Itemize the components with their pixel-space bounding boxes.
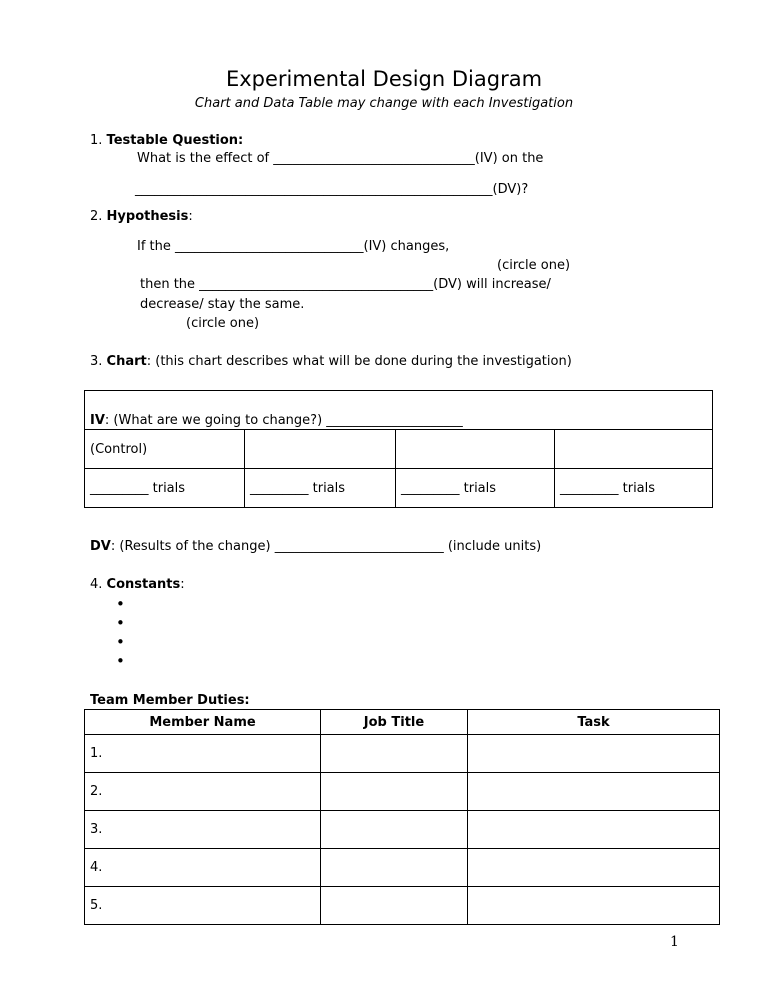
- question-2-heading: [90, 209, 193, 224]
- iv-cell: [85, 391, 713, 430]
- member-row-number: 1.: [85, 735, 321, 773]
- question-4-colon: :: [180, 577, 185, 592]
- question-3-heading: [90, 354, 572, 369]
- task-cell: [468, 773, 720, 811]
- question-3-text: : (this chart describes what will be done during the investigation): [146, 354, 572, 369]
- question-2-colon: :: [188, 209, 193, 224]
- task-cell: [468, 735, 720, 773]
- job-title-cell: [321, 849, 468, 887]
- iv-text: : (What are we going to change?) _____________________: [104, 413, 463, 428]
- member-row-number: 4.: [85, 849, 321, 887]
- hypothesis-line-3: decrease/ stay the same.: [140, 297, 305, 312]
- trials-cell: _________ trials: [555, 469, 713, 508]
- dv-line: [90, 539, 541, 554]
- iv-chart-table: [84, 390, 713, 508]
- task-cell: [468, 811, 720, 849]
- job-title-cell: [321, 811, 468, 849]
- column-header-task: Task: [468, 710, 720, 735]
- member-row-number: 5.: [85, 887, 321, 925]
- table-row: [85, 391, 713, 430]
- column-header-job-title: Job Title: [321, 710, 468, 735]
- question-4-label: Constants: [106, 577, 181, 592]
- hypothesis-line-1: If the _____________________________(IV) changes,: [137, 239, 450, 254]
- table-row: [85, 849, 720, 887]
- job-title-cell: [321, 887, 468, 925]
- question-3-label: Chart: [106, 354, 147, 369]
- table-row: [85, 887, 720, 925]
- task-cell: [468, 887, 720, 925]
- question-3-number: 3.: [90, 354, 103, 369]
- constant-bullet: •: [116, 614, 125, 632]
- question-4-number: 4.: [90, 577, 103, 592]
- table-row: [85, 430, 713, 469]
- question-1-line-1: What is the effect of _______________________________(IV) on the: [137, 151, 544, 166]
- team-duties-heading: Team Member Duties:: [90, 693, 250, 708]
- job-title-cell: [321, 735, 468, 773]
- trials-cell: _________ trials: [396, 469, 555, 508]
- iv-label: IV: [90, 413, 105, 428]
- level-cell: [245, 430, 396, 469]
- constant-bullet: •: [116, 652, 125, 670]
- control-cell: (Control): [85, 430, 245, 469]
- level-cell: [396, 430, 555, 469]
- dv-text: : (Results of the change) __________________________ (include units): [110, 539, 542, 554]
- question-2-label: Hypothesis: [106, 209, 189, 224]
- constant-bullet: •: [116, 595, 125, 613]
- hypothesis-circle-one-2: (circle one): [186, 316, 260, 331]
- hypothesis-circle-one-1: (circle one): [497, 258, 571, 273]
- task-cell: [468, 849, 720, 887]
- dv-label: DV: [90, 539, 111, 554]
- trials-cell: _________ trials: [85, 469, 245, 508]
- trials-cell: _________ trials: [245, 469, 396, 508]
- page-subtitle: Chart and Data Table may change with each Investigation: [194, 96, 574, 111]
- table-row: [85, 811, 720, 849]
- table-row: [85, 469, 713, 508]
- question-4-heading: [90, 577, 185, 592]
- table-row: [85, 773, 720, 811]
- question-2-number: 2.: [90, 209, 103, 224]
- table-row: [85, 735, 720, 773]
- column-header-member-name: Member Name: [85, 710, 321, 735]
- team-duties-table: [84, 709, 720, 925]
- level-cell: [555, 430, 713, 469]
- member-row-number: 3.: [85, 811, 321, 849]
- page-title: Experimental Design Diagram: [225, 67, 543, 91]
- job-title-cell: [321, 773, 468, 811]
- question-1-label: Testable Question:: [106, 133, 244, 148]
- question-1-number: 1.: [90, 133, 103, 148]
- table-row: [85, 710, 720, 735]
- member-row-number: 2.: [85, 773, 321, 811]
- hypothesis-line-2: then the ____________________________________(DV) will increase/: [140, 277, 551, 292]
- question-1-heading: [90, 133, 243, 148]
- page-number: 1: [670, 934, 679, 950]
- question-1-line-2: _______________________________________________________(DV)?: [135, 182, 529, 197]
- constant-bullet: •: [116, 633, 125, 651]
